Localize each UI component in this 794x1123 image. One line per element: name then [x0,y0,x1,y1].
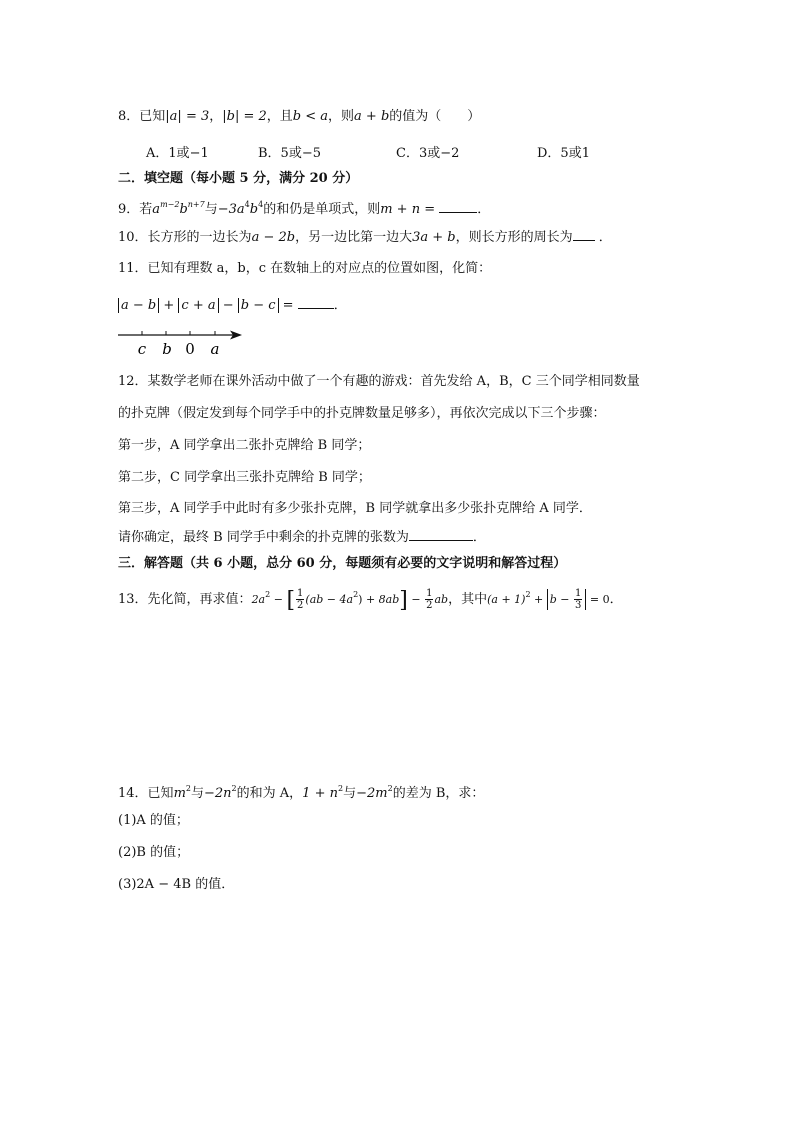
q13-end: ． [609,592,623,607]
q13-eq: = 0 [586,593,610,606]
section-2-title: 二．填空题（每小题 5 分，满分 20 分） [118,171,359,186]
q12-line-4: 第二步，C 同学拿出三张扑克牌给 B 同学； [118,470,371,485]
question-10 [118,228,612,247]
q13-frac-half [296,588,304,611]
q14-part-2: (2)B 的值； [118,845,190,860]
q14-text-3: 的和为 A， [236,786,303,801]
q11-abs-2: c + a [178,298,218,313]
q8-math-1: |a| = 3 [165,109,210,124]
q10-text-2: ，另一边比第一边大 [295,230,413,245]
q8-math-4: a + b [354,109,390,124]
q12-line-6 [118,528,486,547]
q11-minus: − [218,298,238,313]
label-b: b [162,340,172,357]
q14-text-1: 已知 [147,786,174,801]
q14-text-5: 的差为 B，求： [392,786,485,801]
q13-minus-2: − [407,593,425,606]
q14-math-2: −2n [204,786,232,801]
q13-text-2: ，其中 [448,592,488,607]
q10-math-1: a − 2b [251,230,296,245]
q13-plus: + [530,593,547,606]
question-8 [118,108,480,126]
question-9 [118,196,490,219]
question-13 [118,583,623,613]
q13-cond-2: b − [549,593,574,606]
q9-text-2: 与 [204,202,218,217]
q13-frac-half-2 [425,588,433,611]
q11-end: ． [333,298,347,313]
q13-exp-2: 2 [353,590,359,599]
q12-answer-blank[interactable] [409,528,473,541]
frac-num: 1 [575,588,582,599]
q14-math-4: −2m [356,786,388,801]
q12-line-1: 12．某数学老师在课外活动中做了一个有趣的游戏：首先发给 A，B，C 三个同学相同数量 [118,374,640,389]
q8-text-1: 已知 [139,109,166,124]
q9-answer-blank[interactable] [439,200,477,213]
q13-ab: ab [434,593,449,606]
q8-sep: ， [209,109,223,124]
q8-math-2: |b| = 2 [222,109,267,124]
q11-expression [118,296,347,315]
frac-num: 1 [426,588,433,599]
q8-option-b: B．5或−5 [258,146,321,161]
label-a: a [210,340,220,357]
q14-part-3: (3)2A − 4B 的值． [118,877,235,892]
q11-eq: = [278,298,294,313]
q14-text-4: 与 [343,786,357,801]
q11-abs-3: b − c [238,298,279,313]
q13-term-2a: 2a [251,593,266,606]
q10-answer-blank[interactable] [573,228,595,241]
q14-exp-1: 2 [185,784,191,793]
q13-number: 13． [118,592,148,607]
q13-exp-3: 2 [525,590,531,599]
q11-plus: + [159,298,179,313]
q14-exp-4: 2 [387,784,393,793]
q10-text-1: 长方形的一边长为 [147,230,252,245]
q12-line-2: 的扑克牌（假定发到每个同学手中的扑克牌数量足够多），再依次完成以下三个步骤： [118,406,606,421]
q13-text-1: 先化简，再求值： [147,592,252,607]
q13-frac-third [574,588,582,611]
q13-inner-close: ) [358,593,363,606]
q8-option-d: D．5或1 [537,146,590,161]
question-11: 11．已知有理数 a，b，c 在数轴上的对应点的位置如图，化简： [118,261,492,276]
q8-text-3: ，则 [328,109,355,124]
q10-math-2: 3a + b [412,230,456,245]
q8-option-a: A．1或−1 [146,146,209,161]
q9-exp-a: m−2 [160,200,180,209]
question-14 [118,780,484,803]
q9-text-3: 的和仍是单项式，则 [263,202,381,217]
q9-math-2: −3a [217,202,245,217]
q11-answer-blank[interactable] [298,296,334,309]
q10-text-3: ，则长方形的周长为 [455,230,573,245]
q14-exp-2: 2 [231,784,237,793]
q14-math-3: 1 + n [302,786,338,801]
q12-line-3: 第一步，A 同学拿出二张扑克牌给 B 同学； [118,438,371,453]
q13-exp-1: 2 [265,590,271,599]
number-line [116,327,246,357]
q12-line-5: 第三步，A 同学手中此时有多少张扑克牌，B 同学就拿出多少张扑克牌给 A 同学． [118,501,592,516]
frac-den: 2 [297,600,304,611]
q9-math-b: b [179,202,188,217]
q14-text-2: 与 [190,786,204,801]
section-3-title: 三．解答题（共 6 小题，总分 60 分，每题须有必要的文字说明和解答过程） [118,556,567,571]
q14-part-1: (1)A 的值； [118,813,189,828]
q8-text-2: ，且 [266,109,293,124]
q14-exp-3: 2 [337,784,344,793]
q12-line-6-text: 请你确定，最终 B 同学手中剩余的扑克牌的张数为 [118,530,409,545]
q10-number: 10． [118,230,148,245]
q14-number: 14． [118,786,148,801]
frac-num: 1 [297,588,304,599]
q9-math-a: a [152,202,161,217]
q8-math-3: b < a [292,109,329,124]
q11-abs-1: a − b [118,298,159,313]
label-c: c [137,340,147,357]
q13-left-bracket: [ [286,588,296,613]
q8-number: 8． [118,109,140,124]
q9-text-1: 若 [139,202,153,217]
q9-end: ． [477,202,491,217]
q13-abs [547,589,587,610]
q8-text-4: 的值为（ ） [389,109,481,124]
q12-end: ． [472,530,486,545]
label-0: 0 [185,340,195,357]
q13-right-bracket: ] [399,588,408,613]
frac-den: 2 [426,600,433,611]
q13-cond-1: (a + 1) [487,593,526,606]
q14-math-1: m [173,786,186,801]
q10-end: ． [598,230,612,245]
q9-exp-2a: 4 [244,200,250,209]
q9-math-3: m + n = [380,202,436,217]
q9-number: 9． [118,202,140,217]
frac-den: 3 [575,600,582,611]
q13-minus: − [270,593,287,606]
q8-option-c: C．3或−2 [396,146,460,161]
q13-inner: (ab − 4a [305,593,354,606]
q9-exp-b: n+7 [187,200,205,209]
q9-exp-2b: 4 [258,200,264,209]
q13-plus-8ab: + 8ab [362,593,400,606]
q9-math-2b: b [249,202,259,217]
